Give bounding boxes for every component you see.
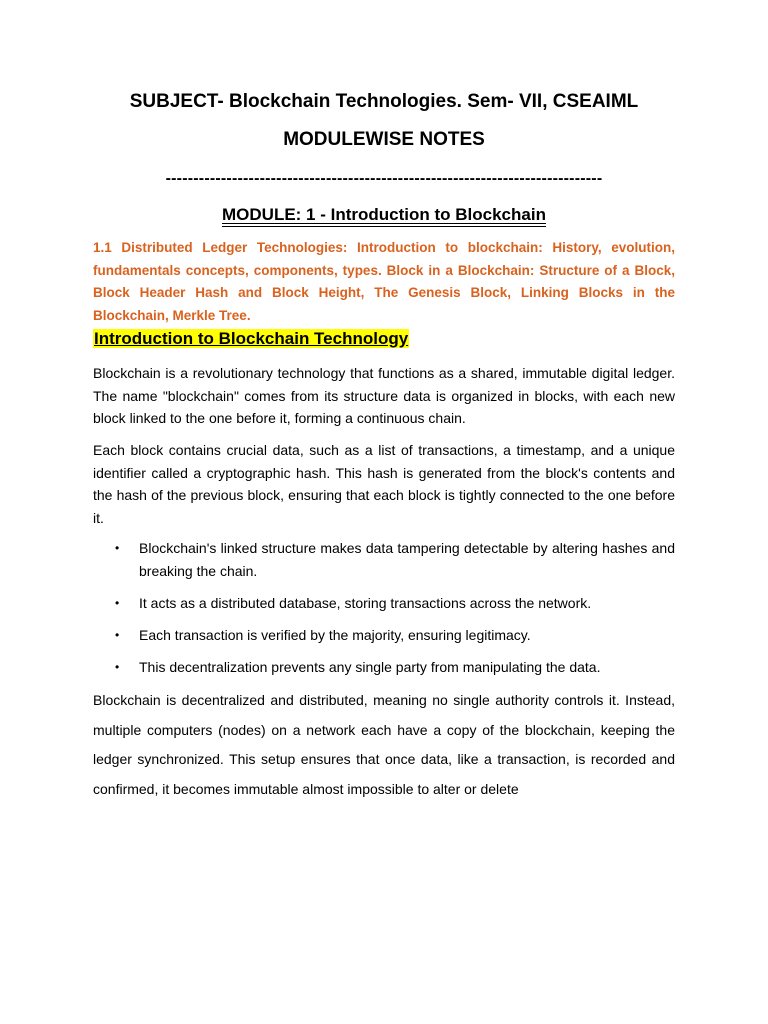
list-item-text: This decentralization prevents any single party from manipulating the data.: [139, 658, 601, 675]
module-title: [0, 202, 768, 228]
paragraph-1: Blockchain is a revolutionary technology that functions as a shared, immutable digital ledger. The name "blockchain" comes from its structure data is organized in blocks, with each new block linked to the one before it, forming a continuous chain.: [93, 365, 675, 426]
module-title-text: MODULE: 1 - Introduction to Blockchain: [222, 205, 546, 224]
bullet-list: [93, 537, 675, 688]
list-item-text: Each transaction is verified by the majority, ensuring legitimacy.: [139, 626, 531, 643]
paragraph-3: Blockchain is decentralized and distributed, meaning no single authority controls it. Instead, multiple computers (nodes) on a network each have a copy of the blockchain, keeping the ledger synchronized. This setup ensures that once data, like a transaction, is recorded and confirmed, it becomes immutable almost impossible to alter or delete: [93, 692, 675, 797]
section-heading-text: Introduction to Blockchain Technology: [94, 329, 409, 348]
list-item-text: Blockchain's linked structure makes data tampering detectable by altering hashes and breaking the chain.: [139, 540, 675, 579]
bullet-icon: •: [115, 595, 120, 610]
list-item: [93, 592, 675, 615]
list-item: [93, 656, 675, 679]
list-item-text: It acts as a distributed database, storing transactions across the network.: [139, 594, 592, 611]
subject-title: SUBJECT- Blockchain Technologies. Sem- VII, CSEAIML: [129, 91, 639, 112]
bullet-icon: •: [115, 627, 120, 642]
paragraph-2: Each block contains crucial data, such as a list of transactions, a timestamp, and a unique identifier called a cryptographic hash. This hash is generated from the block's contents and the hash of the previous block, ensuring that each block is tightly connected to the one before it.: [93, 442, 675, 526]
module-topics: 1.1 Distributed Ledger Technologies: Introduction to blockchain: History, evolution, fundamentals concepts, components, types. Block in a Blockchain: Structure of a Block, Block Header Hash and Block Height, The Genesis Block, Linking Blocks in the Blockchain, Merkle Tree.: [93, 240, 675, 323]
notes-title: MODULEWISE NOTES: [283, 129, 485, 150]
section-heading: [93, 327, 409, 351]
separator-line: -------------------------------------------------------------------------------: [165, 170, 603, 187]
bullet-icon: •: [115, 541, 120, 555]
list-item: [93, 537, 675, 582]
bullet-icon: •: [115, 659, 120, 674]
list-item: [93, 624, 675, 647]
